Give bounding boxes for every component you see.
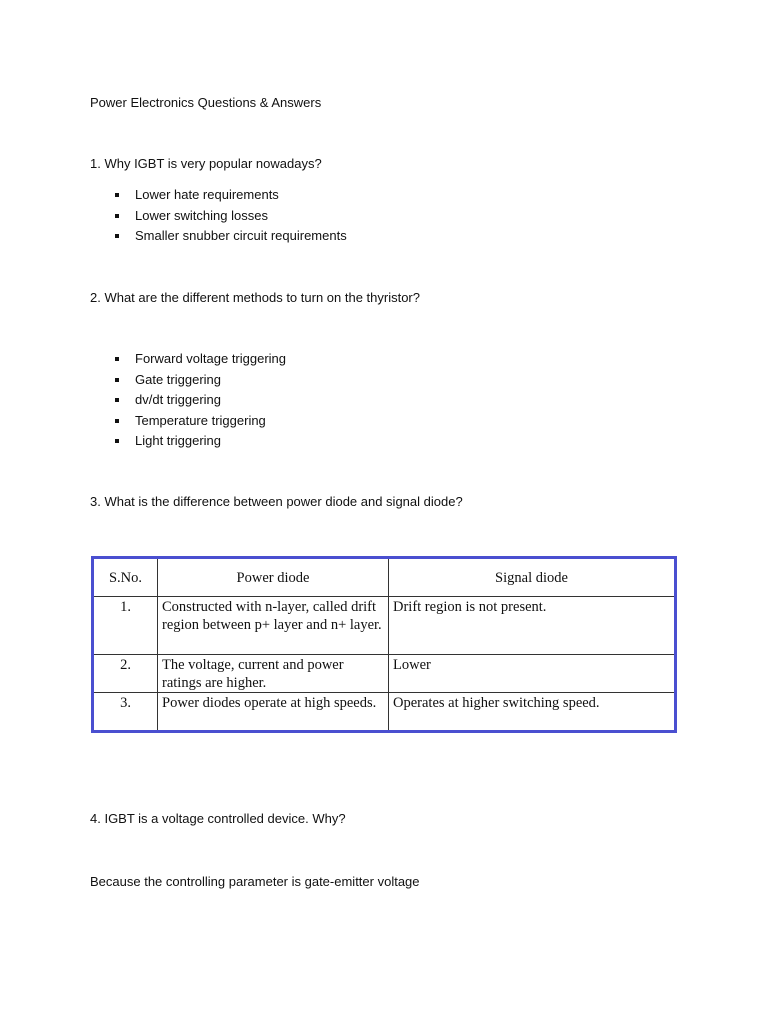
question-1: 1. Why IGBT is very popular nowadays? — [90, 156, 322, 171]
table-header-cell: Signal diode — [389, 558, 676, 597]
comparison-table — [91, 556, 677, 733]
bullet-icon — [115, 378, 119, 382]
table-cell: 2. — [93, 655, 158, 693]
list-item — [112, 433, 286, 454]
list-item-text: Light triggering — [135, 433, 221, 449]
list-item-text: Lower switching losses — [135, 207, 268, 223]
table-cell: Power diodes operate at high speeds. — [158, 693, 389, 732]
table-cell: The voltage, current and power ratings are higher. — [158, 655, 389, 693]
document-title: Power Electronics Questions & Answers — [90, 95, 322, 110]
table-cell: Constructed with n-layer, called drift region between p+ layer and n+ layer. — [158, 597, 389, 655]
bullet-icon — [115, 439, 119, 443]
table-cell: Operates at higher switching speed. — [389, 693, 676, 732]
bullet-icon — [115, 357, 119, 361]
table-cell: Lower — [389, 655, 676, 693]
list-item — [112, 392, 286, 413]
list-item — [112, 351, 286, 372]
table-header-cell: S.No. — [93, 558, 158, 597]
question-2: 2. What are the different methods to turn on the thyristor? — [90, 290, 420, 305]
table-row — [93, 655, 676, 693]
list-item — [112, 413, 286, 434]
table-row — [93, 693, 676, 732]
list-item-text: Forward voltage triggering — [135, 351, 287, 366]
table-cell: 1. — [93, 597, 158, 655]
bullet-icon — [115, 419, 119, 423]
bullet-icon — [115, 214, 119, 218]
list-item-text: Gate triggering — [135, 371, 221, 387]
table-row — [93, 597, 676, 655]
table-header-row — [93, 558, 676, 597]
answer-list-1 — [112, 187, 347, 249]
bullet-icon — [115, 234, 119, 238]
list-item — [112, 228, 347, 249]
list-item-text: Smaller snubber circuit requirements — [135, 228, 347, 244]
table-cell: 3. — [93, 693, 158, 732]
list-item — [112, 208, 347, 229]
answer-4: Because the controlling parameter is gate-emitter voltage — [90, 874, 420, 889]
list-item — [112, 372, 286, 393]
list-item-text: dv/dt triggering — [135, 392, 221, 408]
list-item-text: Temperature triggering — [135, 412, 266, 428]
question-3: 3. What is the difference between power diode and signal diode? — [90, 494, 463, 509]
question-4: 4. IGBT is a voltage controlled device. Why? — [90, 811, 346, 826]
answer-list-2 — [112, 351, 286, 454]
table-cell: Drift region is not present. — [389, 597, 676, 655]
list-item — [112, 187, 347, 208]
table-header-cell: Power diode — [158, 558, 389, 597]
bullet-icon — [115, 193, 119, 197]
bullet-icon — [115, 398, 119, 402]
list-item-text: Lower hate requirements — [135, 187, 279, 202]
